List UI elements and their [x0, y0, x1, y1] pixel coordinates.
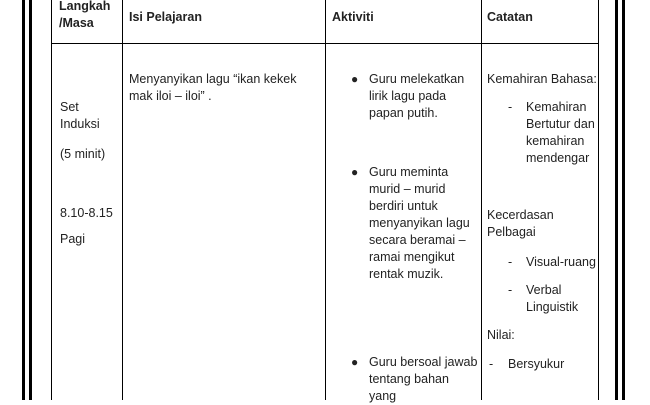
kecerdasan-item: Visual-ruang — [526, 255, 596, 269]
kecerdasan-title: Kecerdasan Pelbagai — [487, 208, 554, 239]
lesson-content: Menyanyikan lagu “ikan kekek mak iloi – iloi” . — [129, 72, 297, 103]
bullet-icon: ● — [351, 165, 359, 179]
dash-icon: - — [508, 283, 513, 297]
kemahiran-title: Kemahiran Bahasa: — [487, 72, 597, 86]
kecerdasan-item: Verbal Linguistik — [526, 283, 579, 314]
header-langkah-masa: Langkah /Masa — [59, 0, 111, 30]
activity-item — [351, 71, 479, 122]
dash-icon: - — [508, 255, 513, 269]
table-border-right — [598, 0, 599, 400]
bullet-icon: ● — [351, 355, 359, 369]
nilai-title: Nilai: — [487, 328, 515, 342]
bullet-icon: ● — [351, 72, 359, 86]
step-label: Set Induksi — [60, 100, 100, 131]
table-border-left — [51, 0, 52, 400]
activity-item — [351, 354, 479, 405]
header-catatan: Catatan — [487, 10, 533, 24]
activity-text: Guru bersoal jawab tentang bahan yang — [369, 355, 478, 403]
step-period: Pagi — [60, 232, 86, 246]
dash-icon: - — [508, 100, 513, 114]
dash-icon: - — [489, 357, 494, 371]
nilai-item: Bersyukur — [508, 357, 565, 371]
activity-item — [351, 164, 479, 283]
header-aktiviti: Aktiviti — [332, 10, 374, 24]
activity-text: Guru melekatkan lirik lagu pada papan putih. — [369, 72, 465, 120]
column-divider-3 — [481, 0, 482, 400]
column-divider-1 — [122, 0, 123, 400]
kemahiran-item: Kemahiran Bertutur dan kemahiran mendengar — [526, 100, 595, 165]
header-row-divider — [51, 43, 599, 44]
step-duration: (5 minit) — [60, 147, 106, 161]
activity-text: Guru meminta murid – murid berdiri untuk menyanyikan lagu secara beramai – ramai mengikut rentak muzik. — [369, 165, 470, 281]
step-time: 8.10-8.15 — [60, 206, 113, 220]
column-divider-2 — [325, 0, 326, 400]
header-isi-pelajaran: Isi Pelajaran — [129, 10, 202, 24]
